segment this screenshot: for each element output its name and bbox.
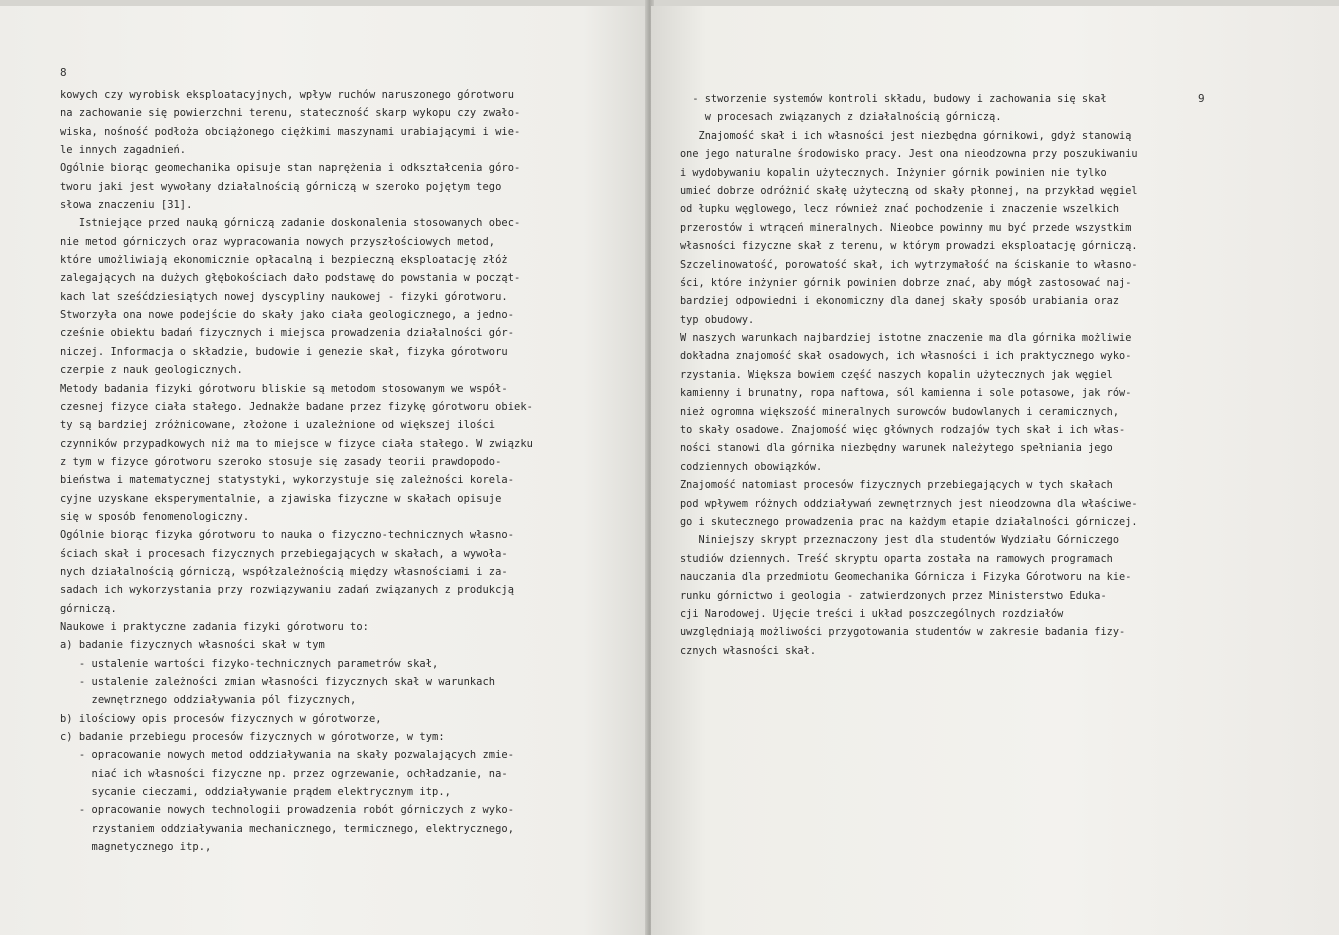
text-line: czerpie z nauk geologicznych. <box>60 364 243 377</box>
text-line: Istniejące przed nauką górniczą zadanie doskonalenia stosowanych obec- <box>60 217 521 230</box>
text-line: - opracowanie nowych metod oddziaływania na skały pozwalających zmie- <box>60 749 515 762</box>
text-line: Naukowe i praktyczne zadania fizyki górotworu to: <box>60 620 369 633</box>
text-line: uwzględniają możliwości przygotowania studentów w zakresie badania fizy- <box>680 627 1126 639</box>
text-line: runku górnictwo i geologia - zatwierdzonych przez Ministerstwo Eduka- <box>680 590 1107 602</box>
text-line: Znajomość skał i ich własności jest niezbędna górnikowi, gdyż stanowią <box>680 130 1132 142</box>
text-line: bardziej odpowiedni i ekonomiczny dla danej skały sposób urabiania oraz <box>680 296 1120 308</box>
text-line: na zachowanie się powierzchni terenu, stateczność skarp wykopu czy zwało- <box>60 107 521 120</box>
text-line: le innych zagadnień. <box>60 144 187 157</box>
text-line: Ogólnie biorąc fizyka górotworu to nauka o fizyczno-technicznych własno- <box>60 529 515 542</box>
text-line: Ogólnie biorąc geomechanika opisuje stan naprężenia i odkształcenia góro- <box>60 162 521 175</box>
text-line: tworu jaki jest wywołany działalnością górniczą w szeroko pojętym tego <box>60 180 502 193</box>
text-line: studiów dziennych. Treść skryptu oparta została na ramowych programach <box>680 553 1113 565</box>
text-line: nież ogromna większość mineralnych surowców budowlanych i ceramicznych, <box>680 406 1120 418</box>
text-line: od łupku węglowego, lecz również znać pochodzenie i znaczenie wszelkich <box>680 204 1120 216</box>
text-line: - stworzenie systemów kontroli składu, budowy i zachowania się skał <box>680 94 1107 105</box>
text-line: niać ich własności fizyczne np. przez ogrzewanie, ochładzanie, na- <box>60 767 508 780</box>
text-line: cznych własności skał. <box>680 645 817 657</box>
text-line: bieństwa i matematycznej statystyki, wykorzystuje się zależności korela- <box>60 474 515 487</box>
text-line: umieć dobrze odróżnić skałę użyteczną od skały płonnej, na przykład węgiel <box>680 185 1138 197</box>
text-line: ności stanowi dla górnika niezbędny warunek należytego spełniania jego <box>680 443 1113 455</box>
right-page-text <box>680 91 1280 661</box>
text-line: i wydobywaniu kopalin użytecznych. Inżynier górnik powinien nie tylko <box>680 167 1107 179</box>
text-line: nych działalnością górniczą, współzależnością między własnościami i za- <box>60 565 508 578</box>
text-line: rzystania. Większa bowiem część naszych kopalin użytecznych jak węgiel <box>680 369 1113 381</box>
text-line: w procesach związanych z działalnością górniczą. <box>680 112 1002 124</box>
text-line: magnetycznego itp., <box>60 841 212 854</box>
text-line: - ustalenie wartości fizyko-technicznych parametrów skał, <box>60 657 439 670</box>
text-line: Niniejszy skrypt przeznaczony jest dla studentów Wydziału Górniczego <box>680 535 1120 547</box>
text-line: się w sposób fenomenologiczny. <box>60 510 250 523</box>
text-line: z tym w fizyce górotworu szeroko stosuje się zasady teorii prawdopodo- <box>60 455 502 468</box>
text-line: zewnętrznego oddziaływania pól fizycznych, <box>60 694 357 707</box>
text-line: czesnej fizyce ciała stałego. Jednakże badane przez fizykę górotworu obiek- <box>60 400 533 413</box>
text-line: Szczelinowatość, porowatość skał, ich wytrzymałość na ściskanie to własno- <box>680 259 1138 271</box>
text-line: - opracowanie nowych technologii prowadzenia robót górniczych z wyko- <box>60 804 515 817</box>
text-line: a) badanie fizycznych własności skał w tym <box>60 639 325 652</box>
text-line: kowych czy wyrobisk eksploatacyjnych, wpływ ruchów naruszonego górotworu <box>60 89 515 101</box>
text-line: nie metod górniczych oraz wypracowania nowych przyszłościowych metod, <box>60 235 496 248</box>
text-line: - ustalenie zależności zmian własności fizycznych skał w warunkach <box>60 676 496 688</box>
text-line: cji Narodowej. Ujęcie treści i układ poszczególnych rozdziałów <box>680 608 1064 620</box>
text-line: sadach ich wykorzystania przy rozwiązywaniu zadań związanych z produkcją <box>60 584 515 597</box>
text-line: nauczania dla przedmiotu Geomechanika Górnicza i Fizyka Górotworu na kie- <box>680 572 1132 584</box>
text-line: Znajomość natomiast procesów fizycznych przebiegających w tych skałach <box>680 480 1113 492</box>
text-line: sycanie cieczami, oddziaływanie prądem elektrycznym itp., <box>60 786 451 799</box>
text-line: Stworzyła ona nowe podejście do skały jako ciała geologicznego, a jedno- <box>60 309 515 322</box>
left-page-number: 8 <box>60 66 67 79</box>
text-line: Metody badania fizyki górotworu bliskie są metodom stosowanym we współ- <box>60 382 508 395</box>
text-line: W naszych warunkach najbardziej istotne znaczenie ma dla górnika możliwie <box>680 333 1132 345</box>
text-line: przerostów i wtrąceń mineralnych. Nieobce powinny mu być przede wszystkim <box>680 222 1132 234</box>
text-line: dokładna znajomość skał osadowych, ich własności i ich praktycznego wyko- <box>680 351 1132 363</box>
text-line: c) badanie przebiegu procesów fizycznych w górotworze, w tym: <box>60 731 445 744</box>
text-line: górniczą. <box>60 602 117 615</box>
text-line: cześnie obiektu badań fizycznych i miejsca prowadzenia działalności gór- <box>60 327 515 340</box>
text-line: one jego naturalne środowisko pracy. Jest ona nieodzowna przy poszukiwaniu <box>680 149 1138 161</box>
text-line: kach lat sześćdziesiątych nowej dyscypliny naukowej - fizyki górotworu. <box>60 290 508 303</box>
text-line: zalegających na dużych głębokościach dało podstawę do powstania w począt- <box>60 272 521 285</box>
text-line: go i skutecznego prowadzenia prac na każdym etapie działalności górniczej. <box>680 516 1138 528</box>
text-line: ści, które inżynier górnik powinien dobrze znać, aby mógł zastosować naj- <box>680 277 1132 289</box>
text-line: pod wpływem różnych oddziaływań zewnętrznych jest nieodzowna dla właściwe- <box>680 498 1138 510</box>
text-line: typ obudowy. <box>680 314 755 326</box>
text-line: ty są bardziej zróżnicowane, złożone i uzależnione od większej ilości <box>60 419 496 432</box>
text-line: które umożliwiają ekonomicznie opłacalną i bezpieczną eksploatację złóż <box>60 254 508 267</box>
text-line: ściach skał i procesach fizycznych przebiegających w skałach, a wywoła- <box>60 547 508 560</box>
text-line: własności fizyczne skał z terenu, w którym prowadzi eksploatację górniczą. <box>680 241 1138 253</box>
text-line: cyjne uzyskane eksperymentalnie, a zjawiska fizyczne w skałach opisuje <box>60 492 502 505</box>
right-page-number: 9 <box>1198 92 1205 105</box>
text-line: codziennych obowiązków. <box>680 461 823 473</box>
left-page-text <box>60 86 640 856</box>
text-line: niczej. Informacja o składzie, budowie i genezie skał, fizyka górotworu <box>60 345 508 358</box>
text-line: czynników przypadkowych niż ma to miejsce w fizyce ciała stałego. W związku <box>60 437 533 450</box>
text-line: rzystaniem oddziaływania mechanicznego, termicznego, elektrycznego, <box>60 822 515 835</box>
text-line: słowa znaczeniu [31]. <box>60 199 193 212</box>
text-line: kamienny i brunatny, ropa naftowa, sól kamienna i sole potasowe, jak rów- <box>680 388 1132 400</box>
text-line: to skały osadowe. Znajomość więc głównych rodzajów tych skał i ich włas- <box>680 425 1126 437</box>
text-line: b) ilościowy opis procesów fizycznych w górotworze, <box>60 712 382 725</box>
text-line: wiska, nośność podłoża obciążonego ciężkimi maszynami urabiającymi i wie- <box>60 125 521 138</box>
